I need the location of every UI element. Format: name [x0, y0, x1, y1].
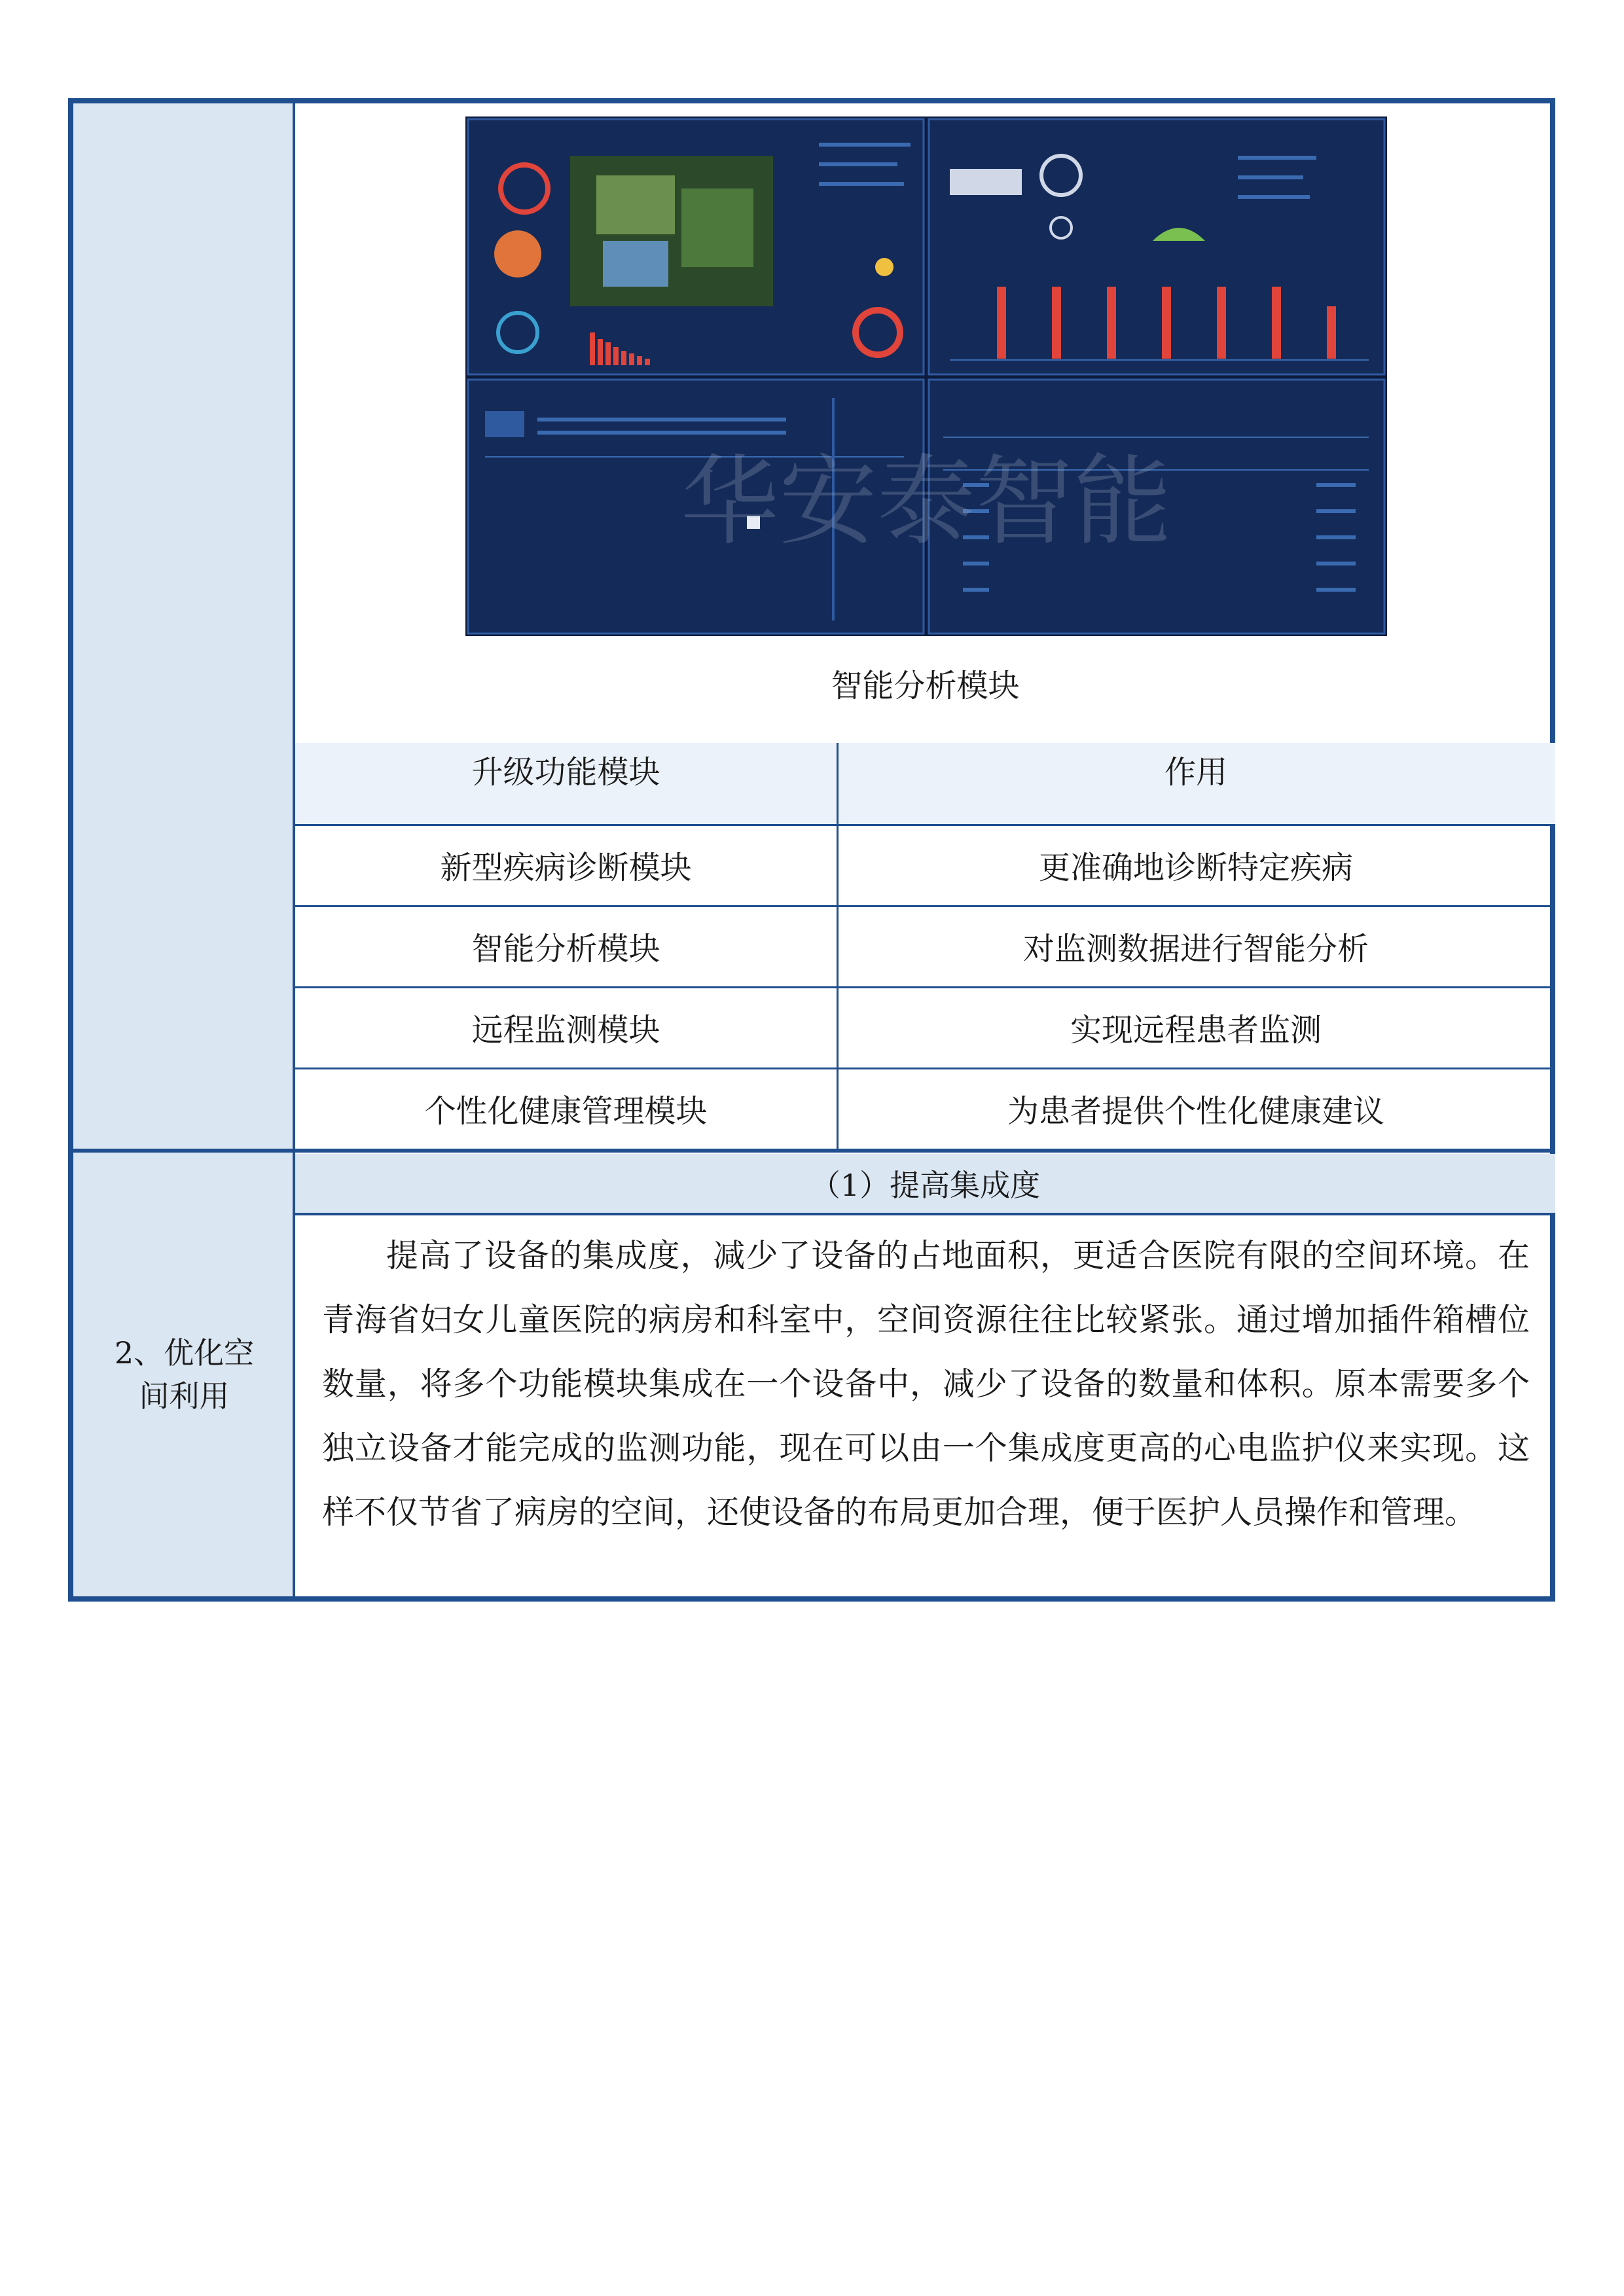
section2-label: 2、优化空间利用	[114, 1335, 255, 1414]
header-effect: 作用	[1164, 753, 1227, 791]
section2-paragraph: 提高了设备的集成度，减少了设备的占地面积，更适合医院有限的空间环境。在青海省妇女儿童医院的病房和科室中，空间资源往往比较紧张。通过增加插件箱槽位数量，将多个功能模块集成在一个设备中，减少了设备的数量和体积。原本需要多个独立设备才能完成的监测功能，现在可以由一个集成度更高的心电监护仪来实现。这样不仅节省了病房的空间，还使设备的布局更加合理，便于医护人员操作和管理。	[322, 1237, 1530, 1531]
figure-caption: 智能分析模块	[831, 668, 1020, 704]
subtitle-divider	[295, 1213, 1555, 1215]
table-cell-effect: 对监测数据进行智能分析	[1022, 930, 1369, 967]
watermark-text: 华安泰智能	[680, 445, 1172, 559]
table-cell-module: 新型疾病诊断模块	[440, 849, 692, 886]
table-cell-effect: 更准确地诊断特定疾病	[1038, 849, 1353, 886]
table-cell-module: 远程监测模块	[471, 1011, 660, 1049]
table-cell-module: 个性化健康管理模块	[424, 1092, 708, 1130]
document-table	[68, 98, 1555, 1602]
section2-subtitle: （1）提高集成度	[295, 1154, 1555, 1213]
row-divider	[295, 986, 1555, 988]
dashboard-figure	[295, 103, 1555, 745]
row-divider	[295, 1067, 1555, 1069]
section-divider	[73, 1149, 1555, 1153]
row-divider	[295, 824, 1555, 826]
header-module: 升级功能模块	[471, 753, 660, 791]
table-cell-effect: 为患者提供个性化健康建议	[1007, 1092, 1384, 1130]
table-cell-module: 智能分析模块	[471, 930, 660, 967]
dashboard-screenshot	[465, 117, 1387, 636]
column-divider	[837, 743, 839, 1149]
row-divider	[295, 905, 1555, 907]
table-cell-effect: 实现远程患者监测	[1070, 1011, 1322, 1049]
dashboard-image	[465, 117, 1387, 636]
